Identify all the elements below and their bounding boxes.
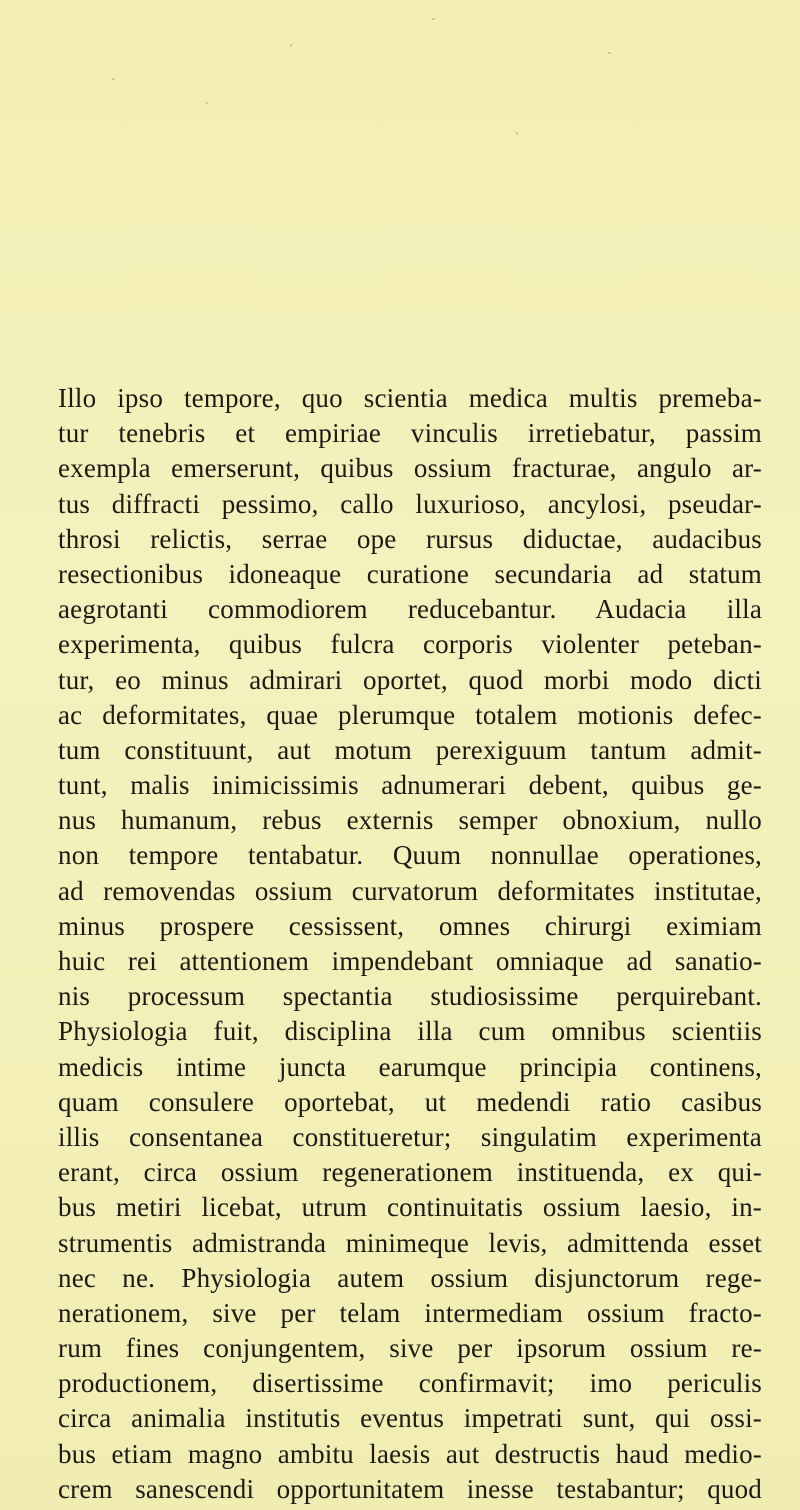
text-line: non tempore tentabatur. Quum nonnullae operationes, (58, 840, 762, 871)
text-line: tur tenebris et empiriae vinculis irretiebatur, passim (58, 418, 762, 449)
text-line: tus diffracti pessimo, callo luxurioso, ancylosi, pseudar- (58, 488, 762, 519)
text-line: erant, circa ossium regenerationem instituenda, ex qui- (58, 1157, 762, 1188)
text-line: nus humanum, rebus externis semper obnoxium, nullo (58, 805, 762, 836)
text-line: Illo ipso tempore, quo scientia medica multis premeba- (58, 383, 762, 413)
text-line: aegrotanti commodiorem reducebantur. Audacia illa (58, 594, 762, 625)
text-line: nec ne. Physiologia autem ossium disjunctorum rege- (58, 1262, 762, 1293)
text-line: ad removendas ossium curvatorum deformitates institutae, (58, 875, 762, 906)
text-line: tur, eo minus admirari oportet, quod morbi modo dicti (58, 664, 762, 695)
text-line: resectionibus idoneaque curatione secundaria ad statum (58, 558, 762, 589)
text-line: tunt, malis inimicissimis adnumerari debent, quibus ge- (58, 770, 762, 801)
text-line: ac deformitates, quae plerumque totalem motionis defec- (58, 699, 762, 730)
text-line: medicis intime juncta earumque principia continens, (58, 1051, 762, 1082)
paper-speck (432, 18, 435, 20)
text-line: bus metiri licebat, utrum continuitatis ossium laesio, in- (58, 1192, 762, 1223)
text-line: minus prospere cessissent, omnes chirurgi eximiam (58, 910, 762, 941)
text-line: Physiologia fuit, disciplina illa cum omnibus scientiis (58, 1016, 762, 1047)
text-line: crem sanescendi opportunitatem inesse testabantur; quod (58, 1473, 762, 1504)
paper-speck (112, 78, 115, 80)
text-line: illis consentanea constitueretur; singulatim experimenta (58, 1121, 762, 1152)
paper-speck (516, 132, 518, 135)
text-line: bus etiam magno ambitu laesis aut destructis haud medio- (58, 1438, 762, 1469)
text-line: quam consulere oportebat, ut medendi ratio casibus (58, 1086, 762, 1117)
text-line: productionem, disertissime confirmavit; imo periculis (58, 1368, 762, 1399)
text-line: nis processum spectantia studiosissime perquirebant. (58, 981, 762, 1012)
text-line: rum fines conjungentem, sive per ipsorum ossium re- (58, 1333, 762, 1364)
text-line: exempla emerserunt, quibus ossium fracturae, angulo ar- (58, 453, 762, 484)
body-text (58, 381, 762, 1507)
text-line: huic rei attentionem impendebant omniaque ad sanatio- (58, 946, 762, 976)
text-line: experimenta, quibus fulcra corporis violenter peteban- (58, 629, 762, 660)
paper-speck (206, 102, 208, 104)
paper-speck (290, 44, 292, 47)
text-line: tum constituunt, aut motum perexiguum tantum admit- (58, 734, 762, 765)
text-line: throsi relictis, serrae ope rursus diductae, audacibus (58, 523, 762, 554)
text-line: nerationem, sive per telam intermediam ossium fracto- (58, 1297, 762, 1328)
text-line: strumentis admistranda minimeque levis, admittenda esset (58, 1227, 762, 1258)
paper-speck (608, 52, 611, 54)
text-line: circa animalia institutis eventus impetrati sunt, qui ossi- (58, 1403, 762, 1434)
